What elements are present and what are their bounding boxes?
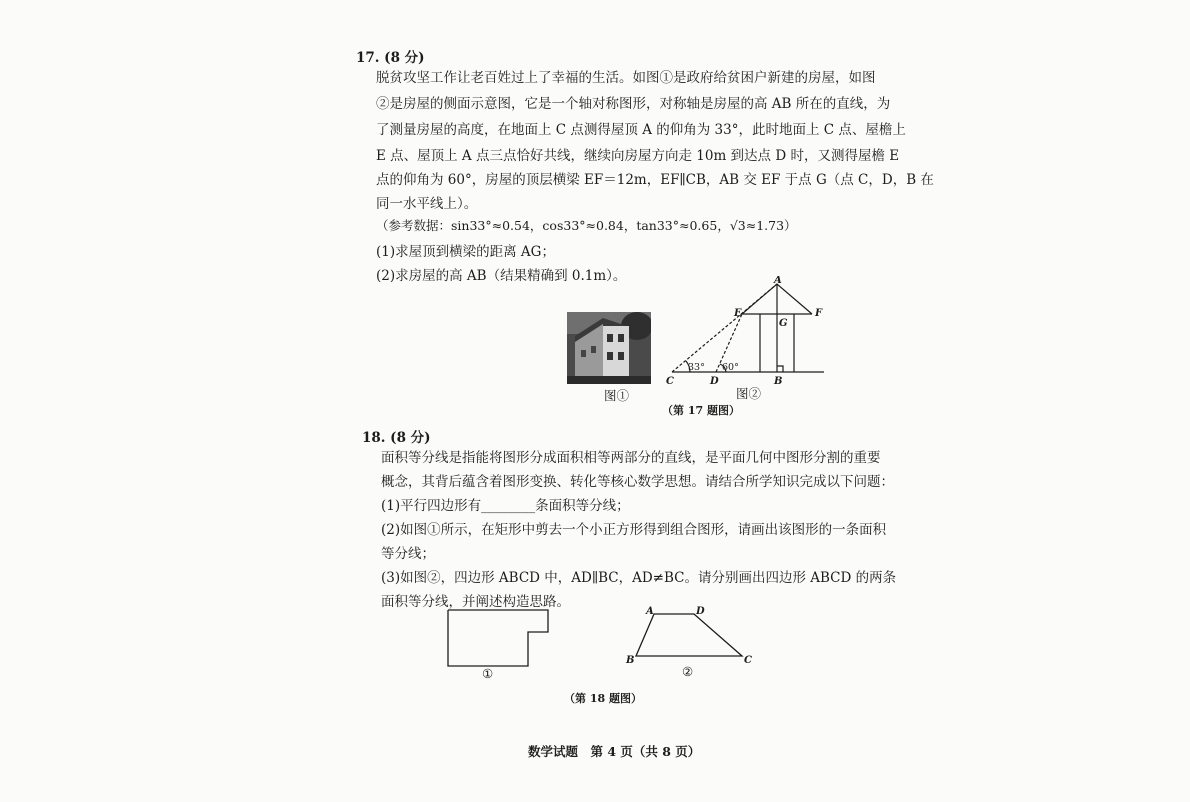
q17-line-2: ②是房屋的侧面示意图，它是一个轴对称图形，对称轴是房屋的高 AB 所在的直线，为 [376, 96, 891, 112]
q18-sub-question-3a: (3)如图②，四边形 ABCD 中，AD∥BC，AD≠BC。请分别画出四边形 ABCD 的两条 [381, 570, 897, 586]
page-footer: 数学试题 第 4 页（共 8 页） [528, 744, 701, 759]
q18-sub-question-2a: (2)如图①所示，在矩形中剪去一个小正方形得到组合图形，请画出该图形的一条面积 [381, 522, 887, 538]
q17-number: 17. (8 分) [356, 50, 425, 66]
q17-line-1: 脱贫攻坚工作让老百姓过上了幸福的生活。如图①是政府给贫困户新建的房屋，如图 [376, 70, 876, 86]
q18-line-1: 面积等分线是指能将图形分成面积相等两部分的直线，是平面几何中图形分割的重要 [381, 450, 881, 466]
q17-fig1-label: 图① [604, 388, 630, 403]
angle-60-label: 60° [722, 362, 739, 373]
q17-line-6: 同一水平线上）。 [376, 196, 478, 212]
trap-point-D-label: D [696, 606, 705, 617]
q18-fig1-label: ① [482, 666, 494, 681]
q18-trapezoid-figure [624, 600, 760, 670]
point-C-label: C [666, 376, 674, 387]
point-D-label: D [710, 376, 719, 387]
q17-line-5: 点的仰角为 60°，房屋的顶层横梁 EF＝12m，EF∥CB，AB 交 EF 于点 G（点 C，D，B 在 [376, 172, 934, 188]
q17-line-4: E 点、屋顶上 A 点三点恰好共线，继续向房屋方向走 10m 到达点 D 时，又测得屋檐 E [376, 148, 900, 164]
point-A-label: A [774, 276, 782, 286]
q17-sub-question-2: (2)求房屋的高 AB（结果精确到 0.1m）。 [376, 268, 627, 284]
q17-sub-question-1: (1)求屋顶到横梁的距离 AG； [376, 244, 555, 260]
q17-figure-caption: （第 17 题图） [662, 404, 740, 417]
q17-schematic-diagram [660, 276, 830, 388]
q17-line-3: 了测量房屋的高度，在地面上 C 点测得屋顶 A 的仰角为 33°，此时地面上 C 点、屋檐上 [376, 122, 906, 138]
point-B-label: B [774, 376, 783, 387]
q18-sub-question-1: (1)平行四边形有________条面积等分线； [381, 498, 630, 514]
q18-line-2: 概念，其背后蕴含着图形变换、转化等核心数学思想。请结合所学知识完成以下问题： [381, 474, 894, 490]
point-E-label: E [734, 308, 742, 319]
q18-number: 18. (8 分) [362, 430, 431, 446]
trap-point-B-label: B [626, 655, 635, 666]
trap-point-A-label: A [646, 606, 654, 617]
q17-reference-data: （参考数据：sin33°≈0.54，cos33°≈0.84，tan33°≈0.65，√3≈1.73） [376, 218, 797, 233]
trap-point-C-label: C [744, 655, 752, 666]
point-G-label: G [779, 318, 788, 329]
q18-fig2-label: ② [682, 664, 694, 679]
house-photo [567, 312, 651, 384]
q18-notched-rectangle-figure [444, 606, 556, 670]
angle-33-label: 33° [688, 362, 705, 373]
q17-fig2-label: 图② [736, 386, 762, 401]
q18-sub-question-3b: 面积等分线，并阐述构造思路。 [381, 594, 570, 610]
q18-figure-caption: （第 18 题图） [564, 692, 642, 705]
q18-sub-question-2b: 等分线； [381, 546, 435, 562]
point-F-label: F [815, 308, 823, 319]
